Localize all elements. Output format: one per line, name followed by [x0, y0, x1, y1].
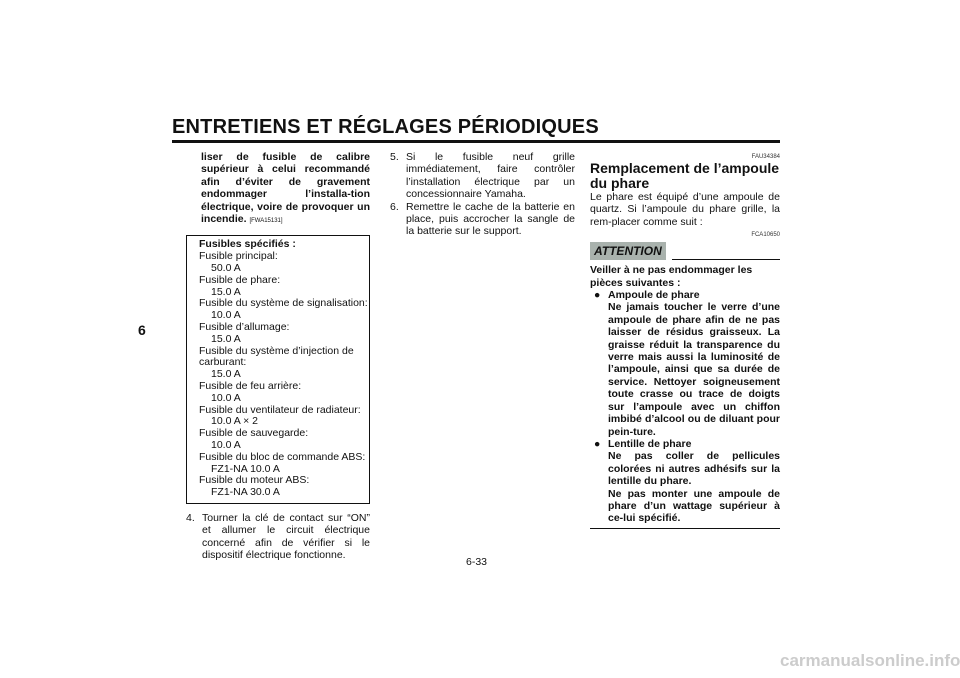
bullet-item: [590, 438, 780, 525]
fuse-value: 10.0 A × 2: [211, 415, 259, 428]
bullet-title: Ampoule de phare: [608, 289, 700, 302]
warning-text: [201, 151, 370, 227]
step-text: Si le fusible neuf grille immédiatement, faire contrôler l’installation électrique par un concessionnaire Yamaha.: [406, 151, 575, 201]
bullet-text: Ne pas monter une ampoule de phare d’un wattage supérieur à ce-lui spécifié.: [608, 487, 780, 525]
header-rule: [172, 140, 780, 143]
step-number: 4.: [186, 511, 195, 524]
fuse-label: Fusible d’allumage:: [199, 321, 290, 334]
caution-intro: Veiller à ne pas endommager les pièces suivantes :: [590, 264, 753, 289]
step-6: [390, 201, 575, 238]
fuse-value: FZ1-NA 30.0 A: [211, 486, 280, 499]
page-title: ENTRETIENS ET RÉGLAGES PÉRIODIQUES: [172, 116, 599, 138]
step-text: Tourner la clé de contact sur “ON” et allumer le circuit électrique concerné afin de vérifier si le dispositif électrique fonctionne.: [202, 511, 370, 562]
fuse-list: [187, 251, 369, 499]
step-4: [186, 512, 370, 562]
fuse-label: Fusible principal:: [199, 250, 278, 263]
fuse-value: 50.0 A: [211, 262, 241, 275]
page-number: 6-33: [466, 556, 488, 568]
warning-body: liser de fusible de calibre supérieur à celui recommandé afin d’éviter de gravement endommager l’installa-tion électrique, voire de provoquer un incendie.: [201, 151, 370, 226]
intro-text: Le phare est équipé d’une ampoule de quartz. Si l’ampoule du phare grille, la rem-placer comme suit :: [590, 191, 780, 228]
fuse-spec-box: [186, 235, 370, 504]
chapter-tab: 6: [138, 322, 146, 338]
fuse-value: 10.0 A: [211, 309, 241, 322]
caution-banner: [590, 242, 780, 260]
box-heading: Fusibles spécifiés :: [199, 238, 296, 251]
fuse-value: FZ1-NA 10.0 A: [211, 462, 280, 475]
fuse-column: [186, 151, 370, 562]
fuse-value: 10.0 A: [211, 391, 241, 404]
bullet-icon: ●: [594, 289, 601, 302]
fuse-label: Fusible de phare:: [199, 273, 281, 286]
fuse-value: 15.0 A: [211, 285, 241, 298]
caution-label: ATTENTION: [590, 242, 666, 260]
caution-end-rule: [590, 528, 780, 529]
fuse-value: 15.0 A: [211, 332, 241, 345]
fuse-label: Fusible de feu arrière:: [199, 380, 302, 392]
step-number: 6.: [390, 200, 399, 213]
headlight-section: [590, 151, 780, 529]
fuse-label: Fusible de sauvegarde:: [199, 427, 309, 440]
bullet-text: Ne pas coller de pellicules colorées ni autres adhésifs sur la lentille du phare.: [608, 450, 780, 488]
fuse-value: 10.0 A: [211, 438, 241, 451]
step-text: Remettre le cache de la batterie en place, puis accrocher la sangle de la batterie sur le support.: [406, 200, 575, 238]
section-heading: Remplacement de l’ampoule du phare: [590, 160, 780, 191]
bullet-icon: ●: [594, 437, 601, 450]
fuse-label: Fusible du moteur ABS:: [199, 474, 310, 487]
steps-column: [390, 151, 575, 238]
bullet-title: Lentille de phare: [608, 437, 692, 450]
fuse-label: Fusible du bloc de commande ABS:: [199, 450, 366, 463]
watermark: carmanualsonline.info: [780, 651, 960, 670]
step-5: [390, 151, 575, 201]
fuse-label: Fusible du système de signalisation:: [199, 297, 368, 310]
bullet-item: [590, 289, 780, 438]
bullet-text: Ne jamais toucher le verre d’une ampoule de phare afin de ne pas laisser de résidus graisseux. La graisse réduit la transparence du verre mais aussi la luminosité de l’ampoule, ainsi que sa durée de service. Nettoyer soigneusement toute crasse ou trace de doigts sur l’ampoule avec un chiffon imbibé d’alcool ou de diluant pour pein-ture.: [608, 301, 780, 438]
fuse-value: 15.0 A: [211, 368, 241, 381]
caution-code: FCA10650: [751, 232, 780, 239]
step-number: 5.: [390, 151, 399, 163]
section-code: FAU34384: [751, 154, 780, 160]
warning-code: [FWA15131]: [249, 218, 283, 225]
fuse-label: Fusible du ventilateur de radiateur:: [199, 403, 361, 416]
fuse-label: Fusible du système d’injection de carburant:: [199, 344, 354, 369]
